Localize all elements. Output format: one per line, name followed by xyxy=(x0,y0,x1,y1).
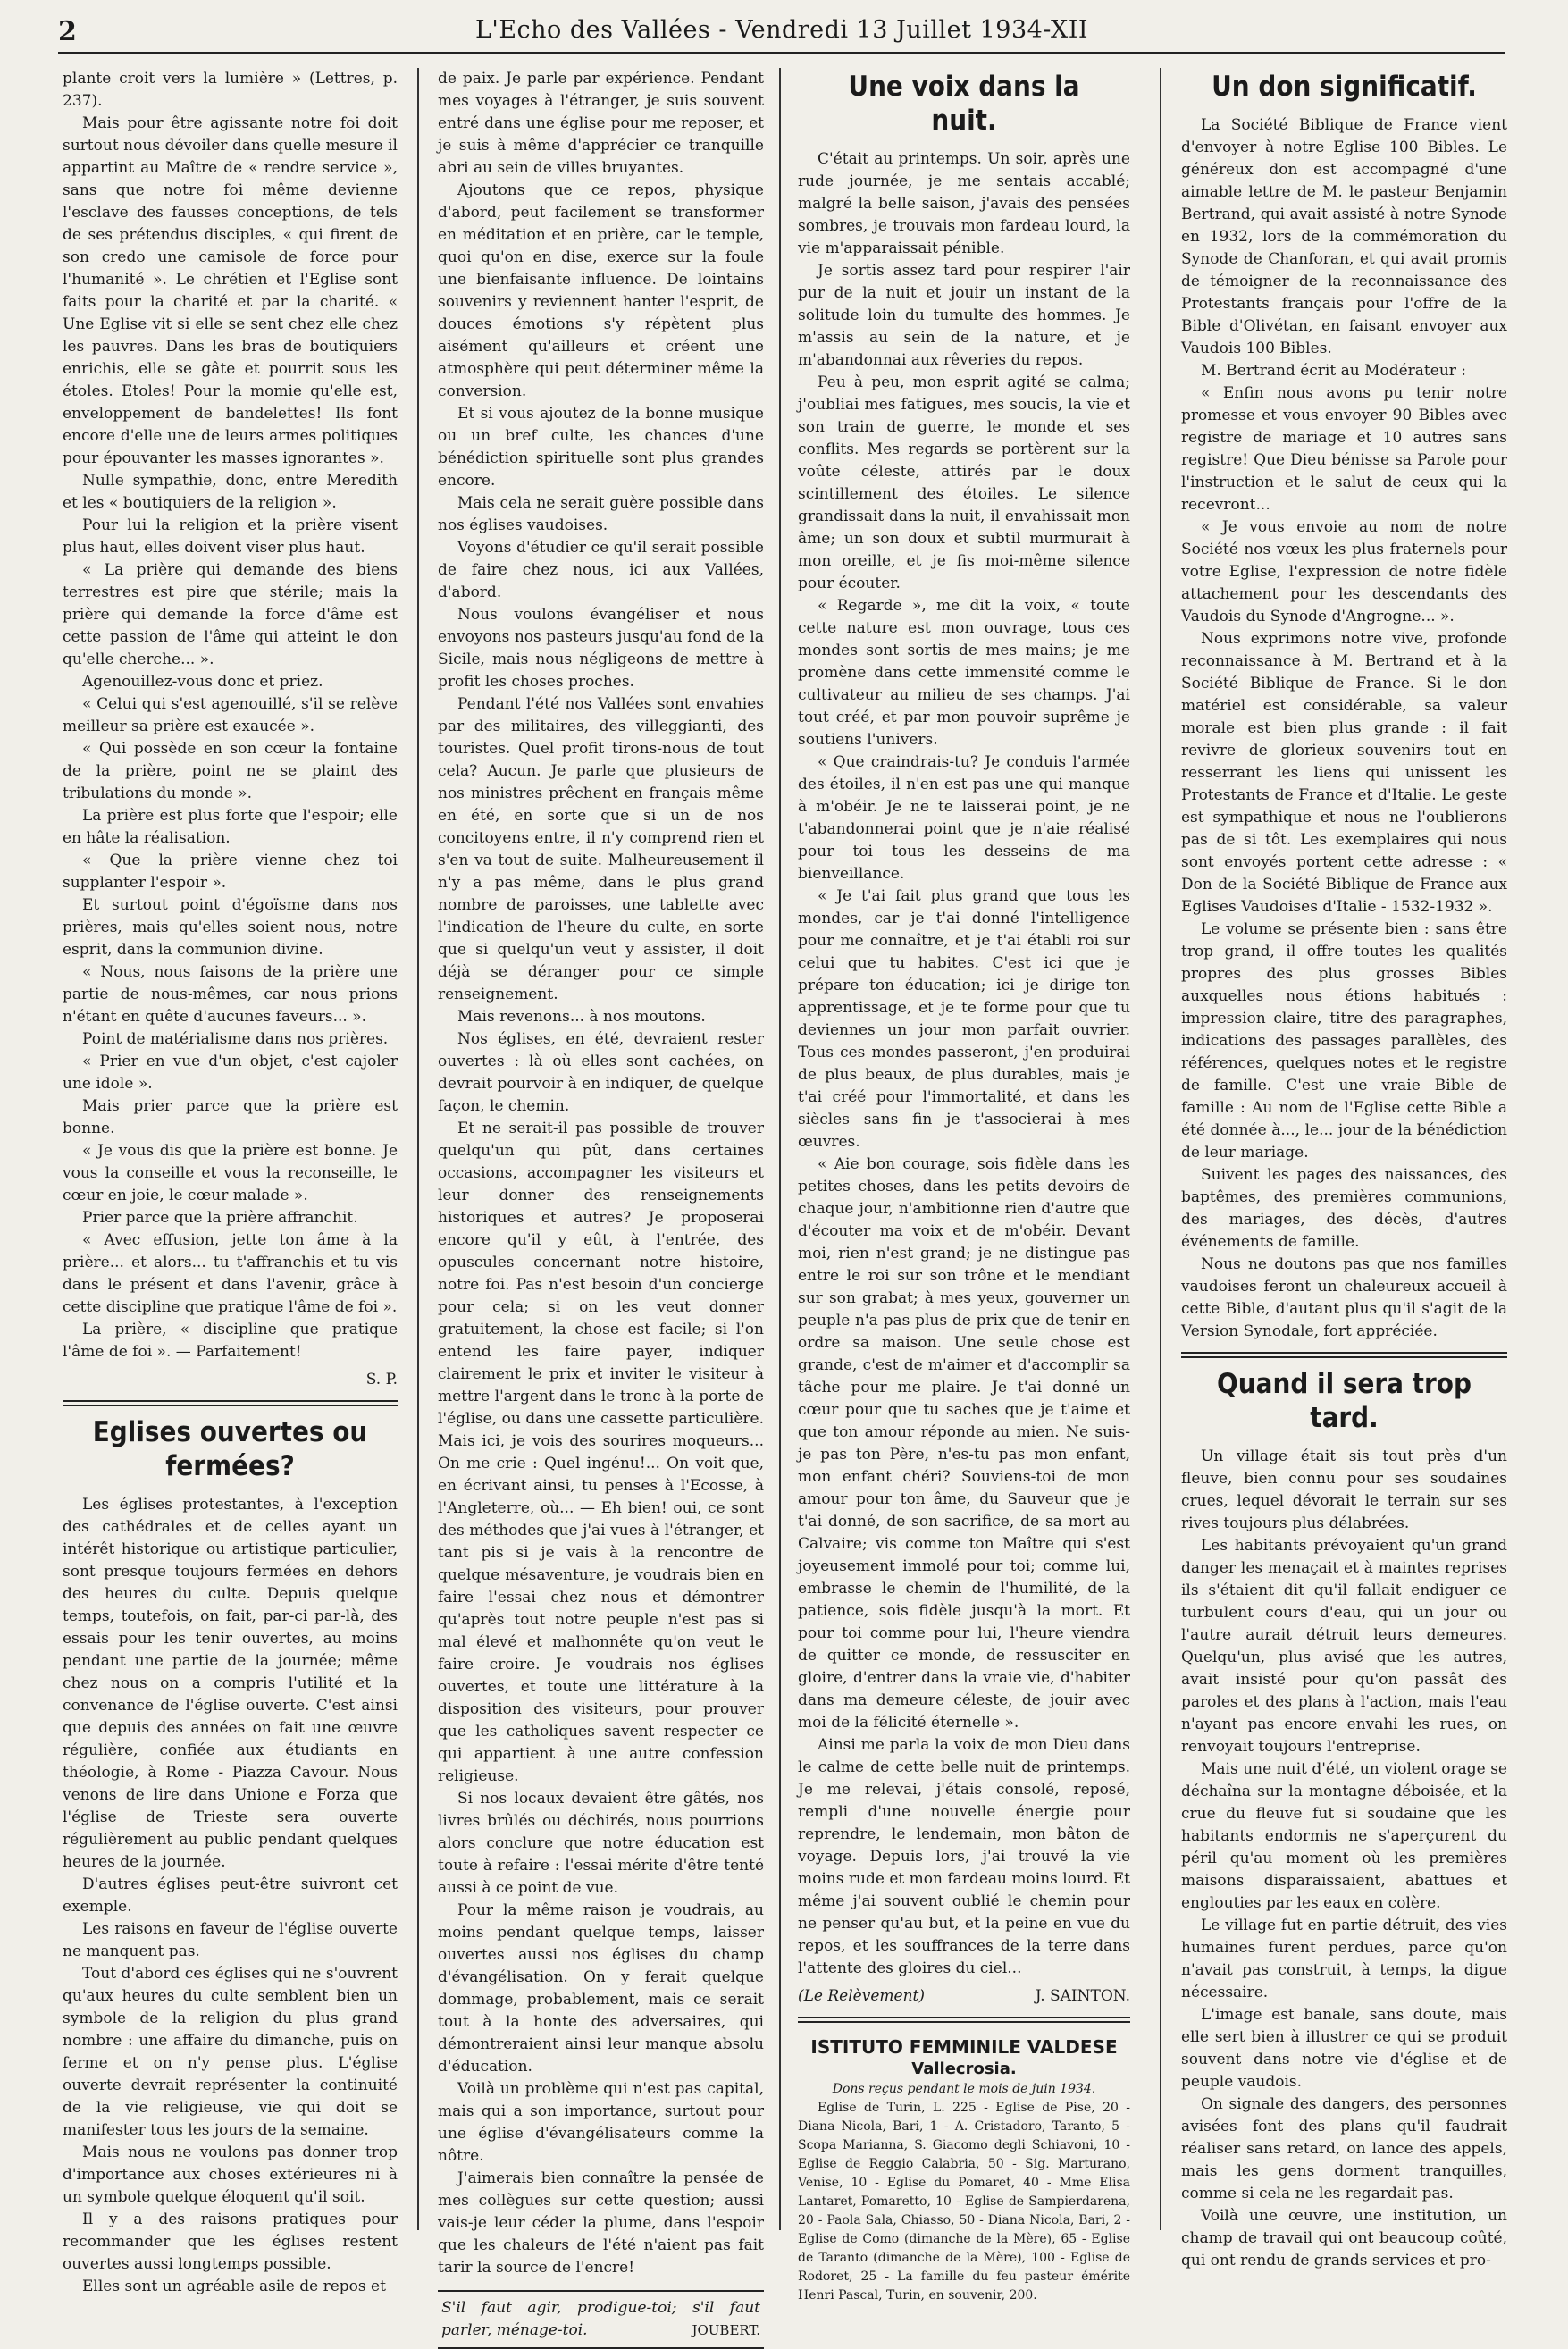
article-prayer-body xyxy=(63,68,398,1391)
paragraph: Prier parce que la prière affranchit. xyxy=(82,1209,358,1227)
column-2 xyxy=(438,68,764,2339)
article-eglises-body xyxy=(63,1494,398,2298)
paragraph: Si nos locaux devaient être gâtés, nos livres brûlés ou déchirés, nous pourrions alors conclure que notre éducation est toute à refaire : l'essai mérite d'être tenté aussi à ce point de vue. xyxy=(438,1790,764,1897)
donations-list xyxy=(798,2080,1130,2305)
paragraph: Les habitants prévoyaient qu'un grand danger les menaçait et à maintes reprises ils s'étaient dit qu'il fallait endiguer ce turbulent cours d'eau, qui un jour ou l'autre aurait détruit leurs demeures. Quelqu'un, plus avisé que les autres, avait insisté pour qu'on passât des paroles et des plans à l'action, mais l'eau n'ayant pas encore envahi les rues, on renvoyait toujours l'entreprise. xyxy=(1181,1537,1507,1756)
paragraph: « Prier en vue d'un objet, c'est cajoler une idole ». xyxy=(63,1053,398,1093)
paragraph: Les raisons en faveur de l'église ouverte ne manquent pas. xyxy=(63,1920,398,1960)
column-4 xyxy=(1181,68,1507,2269)
column-rule xyxy=(417,68,419,2230)
paragraph: Voyons d'étudier ce qu'il serait possible de faire chez nous, ici aux Vallées, d'abord. xyxy=(438,539,764,601)
headline-voix-nuit: Une voix dans la nuit. xyxy=(848,71,1080,137)
quote-author: JOUBERT. xyxy=(692,2322,760,2338)
paragraph: Pendant l'été nos Vallées sont envahies par des militaires, des villeggianti, des touristes. Quel profit tirons-nous de tout cela? Aucun. Je parle que plusieurs de nos ministres prêchent en français même en été, en sorte que si un de nos concitoyens entre, il n'y comprend rien et s'en va tout de suite. Malheureusement il n'y a pas même, dans le plus grand nombre de paroisses, une tablette avec l'indication de l'heure du culte, en sorte que si quelqu'un veut y assister, il doit déjà se déranger pour ce simple renseignement. xyxy=(438,695,764,1003)
quote-box xyxy=(438,2290,764,2349)
paragraph: Et ne serait-il pas possible de trouver quelqu'un qui pût, dans certaines occasions, accompagner les visiteurs et leur donner des renseignements historiques et autres? Je proposerai encore qu'il y eût, à l'entrée, des opuscules concernant notre histoire, notre foi. Pas n'est besoin d'un concierge pour cela; si on les veut donner gratuitement, la chose est facile; si l'on entend les faire payer, indiquer clairement le prix et inviter le visiteur à mettre l'argent dans le tronc à la porte de l'église, ou dans une cassette particulière. Mais ici, je vois des sourires moqueurs... On me crie : Quel ingénu!... On voit que, en écrivant ainsi, tu penses à l'Ecosse, à l'Angleterre, où... — Eh bien! oui, ce sont des méthodes que j'ai vues à l'étranger, et tant pis si je vais à la rencontre de quelque mésaventure, je voudrais bien en faire l'essai chez nous et démontrer qu'après tout notre peuple n'est pas si mal élevé et malhonnête qu'on veut le faire croire. Je voudrais nos églises ouvertes, et toute une littérature à la disposition des visiteurs, pour prouver que les catholiques savent respecter ce qui appartient à une autre confession religieuse. xyxy=(438,1120,764,1785)
column-rule xyxy=(779,68,781,2230)
paragraph: Voilà une œuvre, une institution, un champ de travail qui ont beaucoup coûté, qui ont rendu de grands services et pro- xyxy=(1181,2207,1507,2269)
paragraph: Nos églises, en été, devraient rester ouvertes : là où elles sont cachées, on devrait pourvoir à en indiquer, de quelque façon, le chemin. xyxy=(438,1030,764,1115)
paragraph: Les églises protestantes, à l'exception des cathédrales et de celles ayant un intérêt historique ou artistique particulier, sont presque toujours fermées en dehors des heures du culte. Depuis quelque temps, toutefois, on fait, par-ci par-là, des essais pour les tenir ouvertes, au moins pendant une partie de la journée; même chez nous on a compris l'utilité et la convenance de l'église ouverte. C'est ainsi que depuis des années on fait une œuvre régulière, confiée aux étudiants en théologie, à Rome - Piazza Cavour. Nous venons de lire dans Unione e Forza que l'église de Trieste sera ouverte régulièrement au public pendant quelques heures de la journée. xyxy=(63,1496,398,1871)
headline-eglises-ouvertes: Eglises ouvertes ou fermées? xyxy=(92,1416,368,1482)
paragraph: La prière est plus forte que l'espoir; elle en hâte la réalisation. xyxy=(63,807,398,847)
paragraph: « Je vous envoie au nom de notre Société nos vœux les plus fraternels pour votre Eglise, l'expression de notre fidèle attachement pour les descendants des Vaudois du Synode d'Angrogne... ». xyxy=(1181,518,1507,625)
paragraph: La prière, « discipline que pratique l'âme de foi ». — Parfaitement! xyxy=(63,1321,398,1361)
column-rule xyxy=(1160,68,1161,2230)
signature: S. P. xyxy=(365,1371,398,1388)
paragraph: Un village était sis tout près d'un fleuve, bien connu pour ses soudaines crues, lequel dévorait le terrain sur ses rives toujours plus délabrées. xyxy=(1181,1447,1507,1532)
institute-title: ISTITUTO FEMMINILE VALDESE xyxy=(810,2036,1118,2058)
paragraph: Nulle sympathie, donc, entre Meredith et les « boutiquiers de la religion ». xyxy=(63,472,398,512)
paragraph: Et si vous ajoutez de la bonne musique ou un bref culte, les chances d'une bénédiction spirituelle sont plus grandes encore. xyxy=(438,405,764,490)
paragraph: « Aie bon courage, sois fidèle dans les petites choses, dans les petits devoirs de chaque jour, n'ambitionne rien d'autre que d'écouter ma voix et de m'obéir. Devant moi, rien n'est grand; je ne distingue pas entre le roi sur son trône et le mendiant sur son grabat; à mes yeux, gouverner un peuple n'a pas plus de prix que de tenir en ordre sa maison. Une seule chose est grande, c'est de m'aimer et d'accomplir sa tâche pour me plaire. Je t'ai donné un cœur pour que tu saches que je t'aime et que ton amour réponde au mien. Ne suis-je pas ton Père, n'es-tu pas mon enfant, mon enfant chéri? Souviens-toi de mon amour pour ton âme, du Sauveur que je t'ai donné, de son sacrifice, de sa mort au Calvaire; vis comme ton Maître qui s'est joyeusement immolé pour toi; comme lui, embrasse le chemin de l'humilité, de la patience, sois fidèle jusqu'à la mort. Et pour toi comme pour lui, l'heure viendra de quitter ce monde, de ressusciter en gloire, d'entrer dans la vraie vie, d'habiter dans ma demeure céleste, de jouir avec moi de la félicité éternelle ». xyxy=(798,1155,1130,1732)
page-number: 2 xyxy=(58,16,77,47)
paragraph: « Avec effusion, jette ton âme à la prière... et alors... tu t'affranchis et tu vis dans le présent et dans l'avenir, grâce à cette discipline que pratique l'âme de foi ». xyxy=(63,1231,398,1316)
paragraph: Nous ne doutons pas que nos familles vaudoises feront un chaleureux accueil à cette Bible, d'autant plus qu'il s'agit de la Version Synodale, fort appréciée. xyxy=(1181,1255,1507,1340)
paragraph: « Qui possède en son cœur la fontaine de la prière, point ne se plaint des tribulations du monde ». xyxy=(63,740,398,802)
paragraph: Suivent les pages des naissances, des baptêmes, des premières communions, des mariages, des décès, d'autres événements de famille. xyxy=(1181,1166,1507,1251)
paragraph: Je sortis assez tard pour respirer l'air pur de la nuit et jouir un instant de la solitude loin du tumulte des hommes. Je m'assis au sein de la nature, et je m'abandonnai aux rêveries du repos. xyxy=(798,262,1130,369)
paragraph: Le village fut en partie détruit, des vies humaines furent perdues, parce qu'on n'avait pas construit, à temps, la digue nécessaire. xyxy=(1181,1917,1507,2001)
paragraph: « Nous, nous faisons de la prière une partie de nous-mêmes, car nous prions n'étant en quête d'aucunes faveurs... ». xyxy=(63,963,398,1026)
paragraph: Tout d'abord ces églises qui ne s'ouvrent qu'aux heures du culte semblent bien un symbole de la religion du plus grand nombre : une affaire du dimanche, puis on ferme et on n'y pense plus. L'église ouverte devrait représenter la continuité de la vie religieuse, vie qui doit se manifester tous les jours de la semaine. xyxy=(63,1965,398,2139)
article-credit xyxy=(798,1985,1130,2008)
paragraph: Mais pour être agissante notre foi doit surtout nous dévoiler dans quelle mesure il appartint au Maître de « rendre service », sans que notre foi même devienne l'esclave des fausses conceptions, de tels de ses prétendus disciples, « qui firent de son credo une camisole de force pour l'humanité ». Le chrétien et l'Eglise sont faits pour la charité et par la charité. « Une Eglise vit si elle se sent chez elle chez les pauvres. Dans les bras de boutiquiers enrichis, elle se gâte et pourrit sous les étoles. Etoles! Pour la momie qu'elle est, enveloppement de bandelettes! Ils font encore d'elle une de leurs armes politiques pour épouvanter les masses ignorantes ». xyxy=(63,114,398,467)
paragraph: Nous voulons évangéliser et nous envoyons nos pasteurs jusqu'au fond de la Sicile, mais nous négligeons de mettre à profit les choses proches. xyxy=(438,606,764,691)
paragraph: Mais prier parce que la prière est bonne. xyxy=(63,1097,398,1137)
paragraph: plante croit vers la lumière » (Lettres, p. 237). xyxy=(63,70,398,110)
paragraph: Pour la même raison je voudrais, au moins pendant quelque temps, laisser ouvertes aussi nos églises du champ d'évangélisation. On y ferait quelque dommage, probablement, mais ce serait tout à la honte des adversaires, qui démontreraient ainsi leur manque absolu d'éducation. xyxy=(438,1901,764,2076)
paragraph: « Celui qui s'est agenouillé, s'il se relève meilleur sa prière est exaucée ». xyxy=(63,695,398,735)
paragraph: Pour lui la religion et la prière visent plus haut, elles doivent viser plus haut. xyxy=(63,516,398,557)
paragraph: « Que la prière vienne chez toi supplanter l'espoir ». xyxy=(63,852,398,892)
donations-text: Eglise de Turin, L. 225 - Eglise de Pise, 20 - Diana Nicola, Bari, 1 - A. Cristadoro, Taranto, 5 - Scopa Marianna, S. Giacomo degli Schiavoni, 10 - Eglise de Reggio Calabria, 50 - Sig. Marturano, Venise, 10 - Eglise du Pomaret, 40 - Mme Elisa Lantaret, Pomaretto, 10 - Eglise de Sampierdarena, 20 - Paola Sala, Chiasso, 50 - Diana Nicola, Bari, 2 - Eglise de Como (dimanche de la Mère), 65 - Eglise de Taranto (dimanche de la Mère), 100 - Eglise de Rodoret, 25 - La famille du feu pasteur émérite Henri Pascal, Turin, en souvenir, 200. xyxy=(798,2101,1130,2303)
paragraph: « Regarde », me dit la voix, « toute cette nature est mon ouvrage, tous ces mondes sont sortis de mes mains; je me promène dans cette immensité comme le cultivateur au milieu de ses champs. J'ai tout créé, et par mon pouvoir suprême je soutiens l'univers. xyxy=(798,597,1130,749)
page-header xyxy=(58,11,1505,54)
paragraph: Mais nous ne voulons pas donner trop d'importance aux choses extérieures ni à un symbole quelque éloquent qu'il soit. xyxy=(63,2143,398,2206)
paragraph: Elles sont un agréable asile de repos et xyxy=(82,2278,386,2295)
section-divider xyxy=(1181,1352,1507,1358)
paragraph: Ainsi me parla la voix de mon Dieu dans le calme de cette belle nuit de printemps. Je me relevai, j'étais consolé, reposé, rempli d'une nouvelle énergie pour reprendre, le lendemain, mon bâton de voyage. Depuis lors, j'ai trouvé la vie moins rude et mon fardeau moins lourd. Et même j'ai souvent oublié le chemin pour ne penser qu'au but, et la peine en vue du repos, et les souffrances de la terre dans l'attente des gloires du ciel... xyxy=(798,1736,1130,1977)
paragraph: On signale des dangers, des personnes avisées font des plans qu'il faudrait réaliser sans retard, on lance des appels, mais les gens dorment tranquilles, comme si cela ne les regardait pas. xyxy=(1181,2095,1507,2202)
paragraph: L'image est banale, sans doute, mais elle sert bien à illustrer ce qui se produit souvent dans notre vie d'église et de peuple vaudois. xyxy=(1181,2006,1507,2091)
headline-trop-tard: Quand il sera trop tard. xyxy=(1217,1368,1472,1434)
column-1 xyxy=(63,68,398,2295)
masthead: L'Echo des Vallées - Vendredi 13 Juillet 1934-XII xyxy=(474,16,1089,44)
column-3 xyxy=(798,68,1130,2303)
source-note: (Le Relèvement) xyxy=(798,1987,926,2005)
quote-text: S'il faut agir, prodigue-toi; s'il faut parler, ménage-toi. xyxy=(441,2299,760,2339)
headline-don-significatif: Un don significatif. xyxy=(1212,71,1477,103)
paragraph: La Société Biblique de France vient d'envoyer à notre Eglise 100 Bibles. Le généreux don est accompagné d'une aimable lettre de M. le pasteur Benjamin Bertrand, qui avait assisté à notre Synode en 1932, lors de la commémoration du Synode de Chanforan, et qui avait promis de témoigner de la reconnaissance des Protestants français pour l'offre de la Bible d'Olivétan, en faisant envoyer aux Vaudois 100 Bibles. xyxy=(1181,116,1507,357)
paragraph: Mais revenons... à nos moutons. xyxy=(457,1008,706,1026)
paragraph: Et surtout point d'égoïsme dans nos prières, mais qu'elles soient nous, notre esprit, dans la communion divine. xyxy=(63,896,398,959)
paragraph: « Je vous dis que la prière est bonne. Je vous la conseille et vous la reconseille, le cœur en joie, le cœur malade ». xyxy=(63,1142,398,1204)
paragraph: Point de matérialisme dans nos prières. xyxy=(82,1030,389,1048)
paragraph: Mais une nuit d'été, un violent orage se déchaîna sur la montagne déboisée, et la crue du fleuve fut si soudaine que les habitants endormis ne s'aperçurent du péril qu'au moment où les premières maisons disparaissaient, abattues et englouties par les eaux en colère. xyxy=(1181,1760,1507,1912)
donations-caption: Dons reçus pendant le mois de juin 1934. xyxy=(832,2082,1096,2096)
section-divider xyxy=(798,2017,1130,2023)
paragraph: Ajoutons que ce repos, physique d'abord, peut facilement se transformer en méditation et en prière, car le temple, quoi qu'on en dise, exerce sur la foule une bienfaisante influence. De lointains souvenirs y reviennent hanter l'esprit, de douces émotions s'y répètent plus aisément qu'ailleurs et créent une atmosphère qui peut déterminer même la conversion. xyxy=(438,181,764,400)
paragraph: Nous exprimons notre vive, profonde reconnaissance à M. Bertrand et à la Société Biblique de France. Si le don matériel est considérable, sa valeur morale est bien plus grande : il fait revivre de glorieux souvenirs tout en resserrant les liens qui unissent les Protestants de France et d'Italie. Le geste est sympathique et nous ne l'oublierons pas de si tôt. Les exemplaires qui nous sont envoyés portent cette adresse : « Don de la Société Biblique de France aux Eglises Vaudoises d'Italie - 1532-1932 ». xyxy=(1181,630,1507,916)
institute-place: Vallecrosia. xyxy=(911,2060,1017,2078)
paragraph: Voilà un problème qui n'est pas capital, mais qui a son importance, surtout pour une église d'évangélisateurs comme la nôtre. xyxy=(438,2080,764,2165)
paragraph: M. Bertrand écrit au Modérateur : xyxy=(1201,362,1467,380)
section-divider xyxy=(63,1400,398,1406)
paragraph: Il y a des raisons pratiques pour recommander que les églises restent ouvertes aussi longtemps possible. xyxy=(63,2211,398,2273)
paragraph: de paix. Je parle par expérience. Pendant mes voyages à l'étranger, je suis souvent entré dans une église pour me reposer, et je suis à même d'apprécier ce tranquille abri au sein de villes bruyantes. xyxy=(438,70,764,177)
paragraph: « La prière qui demande des biens terrestres est pire que stérile; mais la prière qui demande la force d'âme est cette passion de l'âme qui atteint le don qu'elle cherche... ». xyxy=(63,561,398,668)
paragraph: « Que craindrais-tu? Je conduis l'armée des étoiles, il n'en est pas une qui manque à m'obéir. Je ne te laisserai point, je ne t'abandonnerai point que je n'aie réalisé pour toi tous les desseins de ma bienveillance. xyxy=(798,753,1130,883)
paragraph: Le volume se présente bien : sans être trop grand, il offre toutes les qualités propres des plus grosses Bibles auxquelles nous étions habitués : impression claire, titre des paragraphes, indications des passages parallèles, des références, quelques notes et le registre de famille. C'est une vraie Bible de famille : Au nom de l'Eglise cette Bible a été donnée à..., le... jour de la bénédiction de leur mariage. xyxy=(1181,920,1507,1162)
paragraph: « Enfin nous avons pu tenir notre promesse et vous envoyer 90 Bibles avec registre de mariage et 10 autres sans registre! Que Dieu bénisse sa Parole pour l'instruction et le salut de ceux qui la recevront... xyxy=(1181,384,1507,514)
paragraph: J'aimerais bien connaître la pensée de mes collègues sur cette question; aussi vais-je leur céder la plume, dans l'espoir que les chaleurs de l'été n'aient pas fait tarir la source de l'encre! xyxy=(438,2169,764,2277)
author-name: J. SAINTON. xyxy=(1035,1987,1130,2005)
paragraph: D'autres églises peut-être suivront cet exemple. xyxy=(63,1875,398,1916)
paragraph: C'était au printemps. Un soir, après une rude journée, je me sentais accablé; malgré la belle saison, j'avais des pensées sombres, je trouvais mon fardeau lourd, la vie m'apparaissait pénible. xyxy=(798,150,1130,257)
paragraph: Peu à peu, mon esprit agité se calma; j'oubliai mes fatigues, mes soucis, la vie et son train de guerre, le monde et ses conflits. Mes regards se portèrent sur la voûte céleste, attirés par le doux scintillement des étoiles. Le silence grandissait dans la nuit, il envahissait mon âme; un son doux et subtil murmurait à mon oreille, et je fis moi-même silence pour écouter. xyxy=(798,373,1130,592)
paragraph: Mais cela ne serait guère possible dans nos églises vaudoises. xyxy=(438,494,764,534)
paragraph: « Je t'ai fait plus grand que tous les mondes, car je t'ai donné l'intelligence pour me connaître, et je t'ai établi roi sur celui que tu habites. C'est ici que je prépare ton éducation; ici je dirige ton apprentissage, et je te forme pour que tu deviennes un jour mon parfait ouvrier. Tous ces mondes passeront, j'en produirai de plus beaux, de plus durables, mais je t'ai créé pour l'immortalité, et dans les siècles sans fin je t'associerai à mes œuvres. xyxy=(798,887,1130,1151)
paragraph: Agenouillez-vous donc et priez. xyxy=(82,673,323,691)
